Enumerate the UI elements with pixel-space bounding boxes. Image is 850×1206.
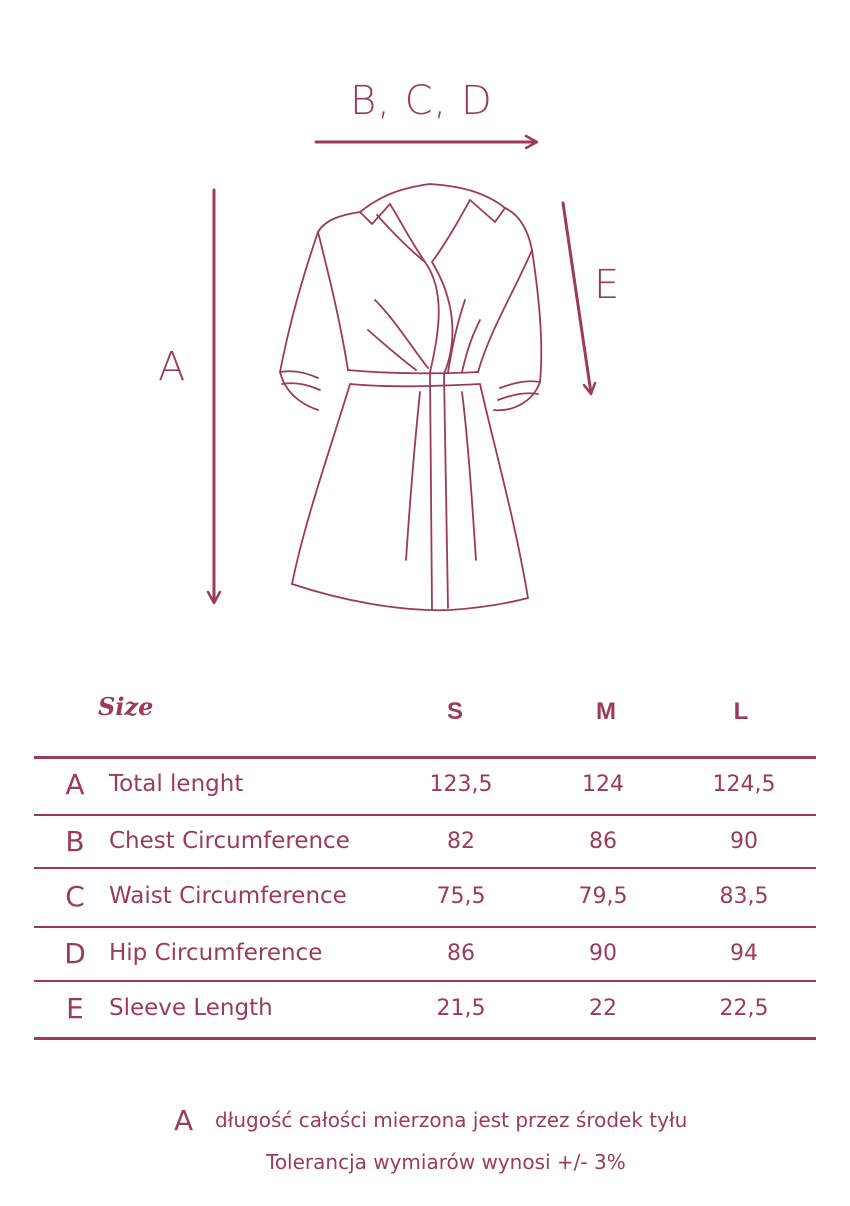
row-name: Chest Circumference (109, 828, 350, 854)
row-value-s: 123,5 (429, 772, 493, 797)
row-letter: A (65, 768, 85, 801)
row-value-s: 75,5 (436, 884, 486, 909)
header-m: M (596, 698, 616, 725)
header-s: S (446, 698, 463, 725)
row-value-l: 124,5 (712, 772, 776, 797)
row-letter: D (64, 937, 86, 970)
row-value-s: 86 (447, 941, 475, 966)
row-value-m: 86 (589, 829, 617, 854)
row-letter: C (65, 880, 85, 913)
row-name: Total lenght (109, 771, 244, 797)
note-line-1: długość całości mierzona jest przez środek tyłu (215, 1108, 688, 1132)
row-name: Hip Circumference (109, 940, 323, 966)
row-value-m: 90 (589, 941, 617, 966)
table-row-divider (34, 980, 816, 982)
header-size: Size (98, 692, 154, 721)
table-row-divider (34, 926, 816, 928)
row-name: Waist Circumference (109, 883, 347, 909)
header-l: L (733, 698, 749, 725)
note-line-2: Tolerancja wymiarów wynosi +/- 3% (266, 1150, 626, 1174)
table-bottom-rule (34, 1037, 816, 1040)
row-value-l: 94 (730, 941, 758, 966)
row-letter: B (65, 825, 85, 858)
row-letter: E (66, 992, 84, 1025)
row-value-m: 22 (589, 996, 617, 1021)
sleeve-arrow (563, 203, 595, 394)
label-e: E (594, 262, 621, 308)
table-row-divider (34, 814, 816, 816)
row-value-m: 79,5 (578, 884, 628, 909)
width-arrow (316, 136, 537, 148)
row-value-s: 82 (447, 829, 475, 854)
note-marker: A (174, 1104, 194, 1137)
row-value-s: 21,5 (436, 996, 486, 1021)
row-value-l: 90 (730, 829, 758, 854)
length-arrow (208, 190, 220, 603)
row-name: Sleeve Length (109, 995, 273, 1021)
table-top-rule (34, 756, 816, 759)
row-value-l: 83,5 (719, 884, 769, 909)
label-a: A (158, 344, 187, 390)
dress-sketch (280, 184, 541, 610)
row-value-m: 124 (582, 772, 624, 797)
label-bcd: B, C, D (350, 78, 493, 124)
row-value-l: 22,5 (719, 996, 769, 1021)
table-row-divider (34, 867, 816, 869)
